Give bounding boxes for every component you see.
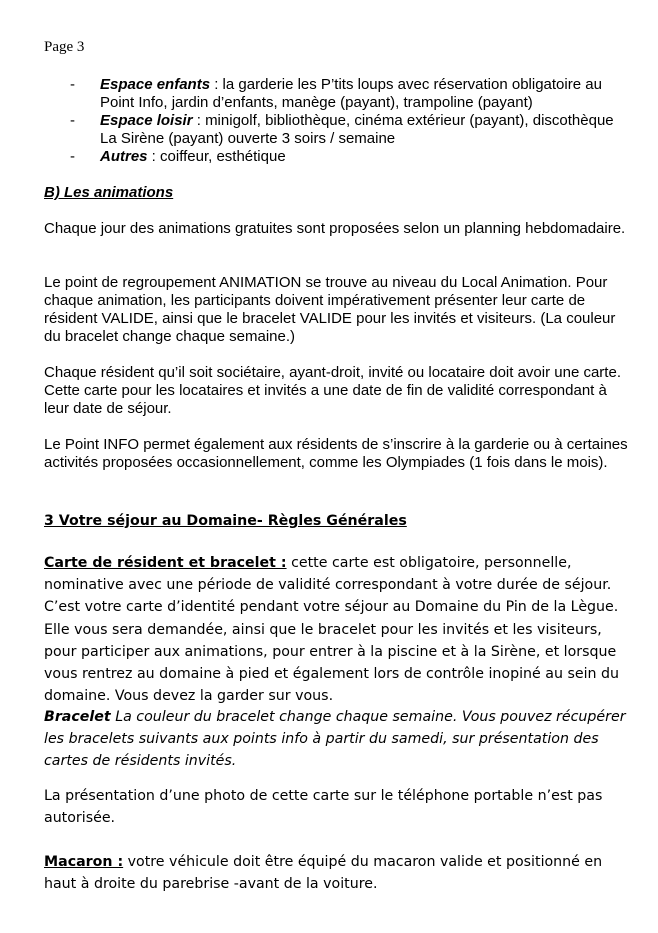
bullet-dash: - [70,112,75,129]
bracelet-text: La couleur du bracelet change chaque semaine. Vous pouvez récupérer les bracelets suivants aux points info à partir du samedi, sur présentation des cartes de résidents invités. [44,709,626,770]
card-label: Carte de résident et bracelet : [44,555,287,571]
section-heading-animations: B) Les animations [44,184,174,201]
list-item [44,148,629,166]
card-paragraph [44,552,629,707]
list-item-text: : la garderie les P’tits loups avec réservation obligatoire au Point Info, jardin d’enfants, manège (payant), trampoline (payant) [100,76,602,111]
macaron-text: votre véhicule doit être équipé du macaron valide et positionné en haut à droite du parebrise -avant de la voiture. [44,854,603,893]
paragraph: Chaque jour des animations gratuites sont proposées selon un planning hebdomadaire. [44,220,626,237]
list-item [44,76,629,112]
photo-paragraph: La présentation d’une photo de cette carte sur le téléphone portable n’est pas autorisée. [44,788,603,827]
macaron-paragraph [44,851,629,895]
bracelet-label: Bracelet [44,709,111,725]
list-item-label: Espace enfants [100,76,211,93]
bracelet-paragraph [44,706,629,773]
macaron-label: Macaron : [44,854,124,870]
paragraph: Le Point INFO permet également aux résidents de s’inscrire à la garderie ou à certaines activités proposées occasionnellement, comme les Olympiades (1 fois dans le mois). [44,436,628,471]
card-text: cette carte est obligatoire, personnelle, nominative avec une période de validité correspondant à votre durée de séjour. C’est votre carte d’identité pendant votre séjour au Domaine du Pin de la Lègue. Elle vous sera demandée, ainsi que le bracelet pour les invités et les visiteurs, pour participer aux animations, pour entrer à la piscine et à la Sirène, et lorsque vous rentrez au domaine à pied et également lors de contrôle inopiné au sein du domaine. Vous devez la garder sur vous. [44,555,620,705]
list-item-label: Espace loisir [100,112,193,129]
list-item-text: : minigolf, bibliothèque, cinéma extérieur (payant), discothèque La Sirène (payant) ouverte 3 soirs / semaine [100,112,614,147]
equipment-list [44,76,629,166]
list-item [44,112,629,148]
section-heading-rules: 3 Votre séjour au Domaine- Règles Générales [44,513,407,529]
page-number: Page 3 [44,39,85,55]
bullet-dash: - [70,148,75,165]
paragraph: Le point de regroupement ANIMATION se trouve au niveau du Local Animation. Pour chaque animation, les participants doivent impérativement présenter leur carte de résident VALIDE, ainsi que le bracelet VALIDE pour les invités et visiteurs. (La couleur du bracelet change chaque semaine.) [44,274,616,345]
list-item-label: Autres [100,148,148,165]
paragraph: Chaque résident qu’il soit sociétaire, ayant-droit, invité ou locataire doit avoir une carte. Cette carte pour les locataires et invités a une date de fin de validité correspondant à leur date de séjour. [44,364,621,417]
bullet-dash: - [70,76,75,93]
list-item-text: : coiffeur, esthétique [147,148,286,165]
